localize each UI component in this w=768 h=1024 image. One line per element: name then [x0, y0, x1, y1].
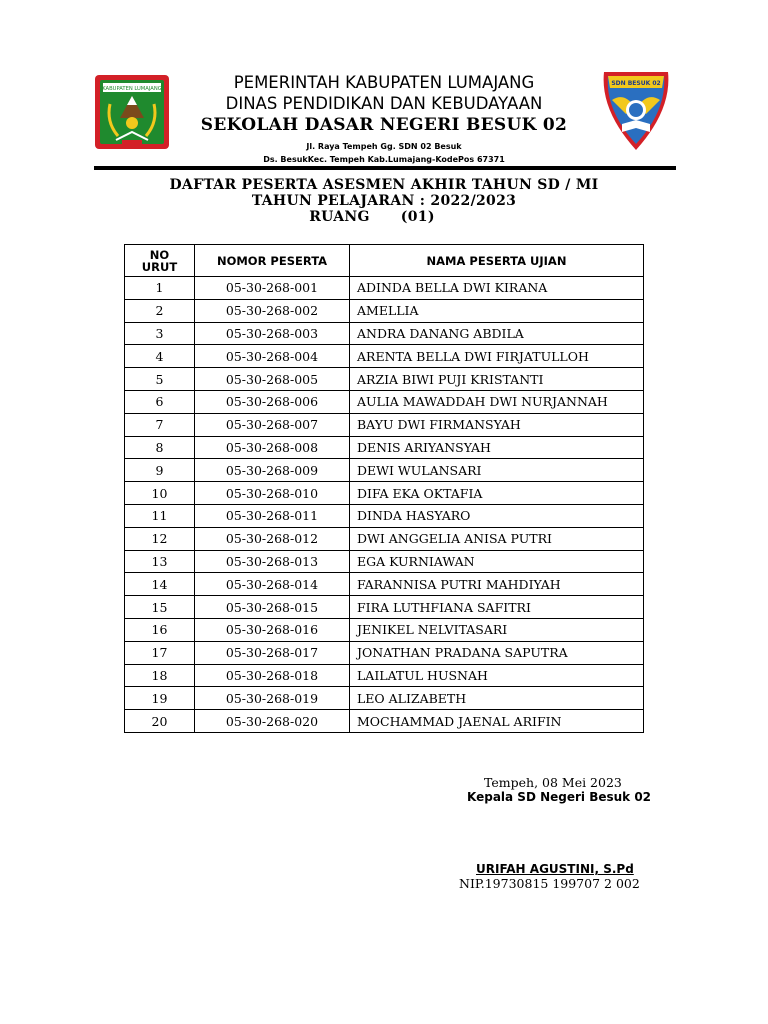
- row-no: 5: [125, 368, 195, 391]
- participant-table: [124, 244, 644, 733]
- row-nama-peserta: DWI ANGGELIA ANISA PUTRI: [350, 527, 644, 550]
- row-no: 7: [125, 413, 195, 436]
- header-no-urut: NO URUT: [125, 245, 195, 277]
- title-line-1: DAFTAR PESERTA ASESMEN AKHIR TAHUN SD / MI: [169, 177, 599, 193]
- government-name: PEMERINTAH KABUPATEN LUMAJANG: [233, 73, 535, 92]
- row-no: 11: [125, 504, 195, 527]
- row-nomor-peserta: 05-30-268-013: [195, 550, 350, 573]
- row-nama-peserta: LEO ALIZABETH: [350, 687, 644, 710]
- row-nama-peserta: AMELLIA: [350, 299, 644, 322]
- row-no: 15: [125, 596, 195, 619]
- letterhead: [180, 72, 588, 166]
- row-nama-peserta: EGA KURNIAWAN: [350, 550, 644, 573]
- row-no: 20: [125, 710, 195, 733]
- row-no: 3: [125, 322, 195, 345]
- table-row: [125, 368, 644, 391]
- row-no: 9: [125, 459, 195, 482]
- title-line-2: TAHUN PELAJARAN : 2022/2023: [251, 193, 517, 209]
- table-row: [125, 277, 644, 300]
- row-no: 2: [125, 299, 195, 322]
- row-no: 6: [125, 390, 195, 413]
- table-row: [125, 664, 644, 687]
- header-nomor-peserta: NOMOR PESERTA: [195, 245, 350, 277]
- school-logo: [596, 66, 676, 154]
- row-nomor-peserta: 05-30-268-002: [195, 299, 350, 322]
- row-nomor-peserta: 05-30-268-003: [195, 322, 350, 345]
- table-row: [125, 459, 644, 482]
- school-name: SEKOLAH DASAR NEGERI BESUK 02: [200, 115, 568, 135]
- row-no: 13: [125, 550, 195, 573]
- row-nama-peserta: DEWI WULANSARI: [350, 459, 644, 482]
- department-name: DINAS PENDIDIKAN DAN KEBUDAYAAN: [225, 94, 543, 113]
- table-row: [125, 504, 644, 527]
- row-nama-peserta: FARANNISA PUTRI MAHDIYAH: [350, 573, 644, 596]
- row-no: 4: [125, 345, 195, 368]
- row-nomor-peserta: 05-30-268-008: [195, 436, 350, 459]
- header-nama-peserta: NAMA PESERTA UJIAN: [350, 245, 644, 277]
- row-nomor-peserta: 05-30-268-001: [195, 277, 350, 300]
- row-nama-peserta: ADINDA BELLA DWI KIRANA: [350, 277, 644, 300]
- signature-name: URIFAH AGUSTINI, S.Pd: [476, 862, 634, 876]
- document-title: [124, 177, 644, 225]
- row-nama-peserta: BAYU DWI FIRMANSYAH: [350, 413, 644, 436]
- table-header-row: [125, 245, 644, 277]
- signature-nip: NIP.19730815 199707 2 002: [459, 876, 640, 891]
- row-nama-peserta: DENIS ARIYANSYAH: [350, 436, 644, 459]
- lumajang-emblem-logo: [94, 74, 170, 150]
- row-nomor-peserta: 05-30-268-017: [195, 641, 350, 664]
- row-nomor-peserta: 05-30-268-019: [195, 687, 350, 710]
- row-nomor-peserta: 05-30-268-007: [195, 413, 350, 436]
- row-nama-peserta: MOCHAMMAD JAENAL ARIFIN: [350, 710, 644, 733]
- row-nomor-peserta: 05-30-268-010: [195, 482, 350, 505]
- row-nomor-peserta: 05-30-268-009: [195, 459, 350, 482]
- row-nomor-peserta: 05-30-268-011: [195, 504, 350, 527]
- row-no: 12: [125, 527, 195, 550]
- table-row: [125, 299, 644, 322]
- table-row: [125, 345, 644, 368]
- row-nama-peserta: DINDA HASYARO: [350, 504, 644, 527]
- row-nomor-peserta: 05-30-268-020: [195, 710, 350, 733]
- row-no: 10: [125, 482, 195, 505]
- table-row: [125, 527, 644, 550]
- table-row: [125, 550, 644, 573]
- svg-text:KABUPATEN LUMAJANG: KABUPATEN LUMAJANG: [102, 86, 162, 92]
- signature-place-date: Tempeh, 08 Mei 2023: [484, 775, 622, 790]
- row-nomor-peserta: 05-30-268-004: [195, 345, 350, 368]
- row-nomor-peserta: 05-30-268-012: [195, 527, 350, 550]
- table-row: [125, 322, 644, 345]
- table-row: [125, 436, 644, 459]
- table-row: [125, 482, 644, 505]
- row-nama-peserta: ARENTA BELLA DWI FIRJATULLOH: [350, 345, 644, 368]
- address-line-2: Ds. BesukKec. Tempeh Kab.Lumajang-KodePos 67371: [263, 155, 505, 164]
- row-no: 16: [125, 618, 195, 641]
- row-nomor-peserta: 05-30-268-006: [195, 390, 350, 413]
- row-nama-peserta: ANDRA DANANG ABDILA: [350, 322, 644, 345]
- title-room: RUANG (01): [309, 209, 435, 225]
- address-line-1: Jl. Raya Tempeh Gg. SDN 02 Besuk: [306, 142, 462, 151]
- row-nama-peserta: ARZIA BIWI PUJI KRISTANTI: [350, 368, 644, 391]
- row-nomor-peserta: 05-30-268-014: [195, 573, 350, 596]
- table-row: [125, 596, 644, 619]
- row-no: 8: [125, 436, 195, 459]
- row-nomor-peserta: 05-30-268-005: [195, 368, 350, 391]
- row-no: 14: [125, 573, 195, 596]
- row-no: 19: [125, 687, 195, 710]
- table-row: [125, 687, 644, 710]
- table-row: [125, 573, 644, 596]
- row-nama-peserta: FIRA LUTHFIANA SAFITRI: [350, 596, 644, 619]
- row-no: 1: [125, 277, 195, 300]
- table-row: [125, 413, 644, 436]
- row-nama-peserta: LAILATUL HUSNAH: [350, 664, 644, 687]
- row-nama-peserta: DIFA EKA OKTAFIA: [350, 482, 644, 505]
- row-nama-peserta: JENIKEL NELVITASARI: [350, 618, 644, 641]
- table-row: [125, 390, 644, 413]
- table-row: [125, 710, 644, 733]
- row-nomor-peserta: 05-30-268-016: [195, 618, 350, 641]
- row-nomor-peserta: 05-30-268-018: [195, 664, 350, 687]
- row-no: 18: [125, 664, 195, 687]
- row-nama-peserta: AULIA MAWADDAH DWI NURJANNAH: [350, 390, 644, 413]
- table-row: [125, 641, 644, 664]
- letterhead-divider: [94, 166, 676, 170]
- row-nama-peserta: JONATHAN PRADANA SAPUTRA: [350, 641, 644, 664]
- svg-text:SDN BESUK 02: SDN BESUK 02: [611, 80, 661, 87]
- row-nomor-peserta: 05-30-268-015: [195, 596, 350, 619]
- table-row: [125, 618, 644, 641]
- row-no: 17: [125, 641, 195, 664]
- signature-position: Kepala SD Negeri Besuk 02: [467, 790, 652, 804]
